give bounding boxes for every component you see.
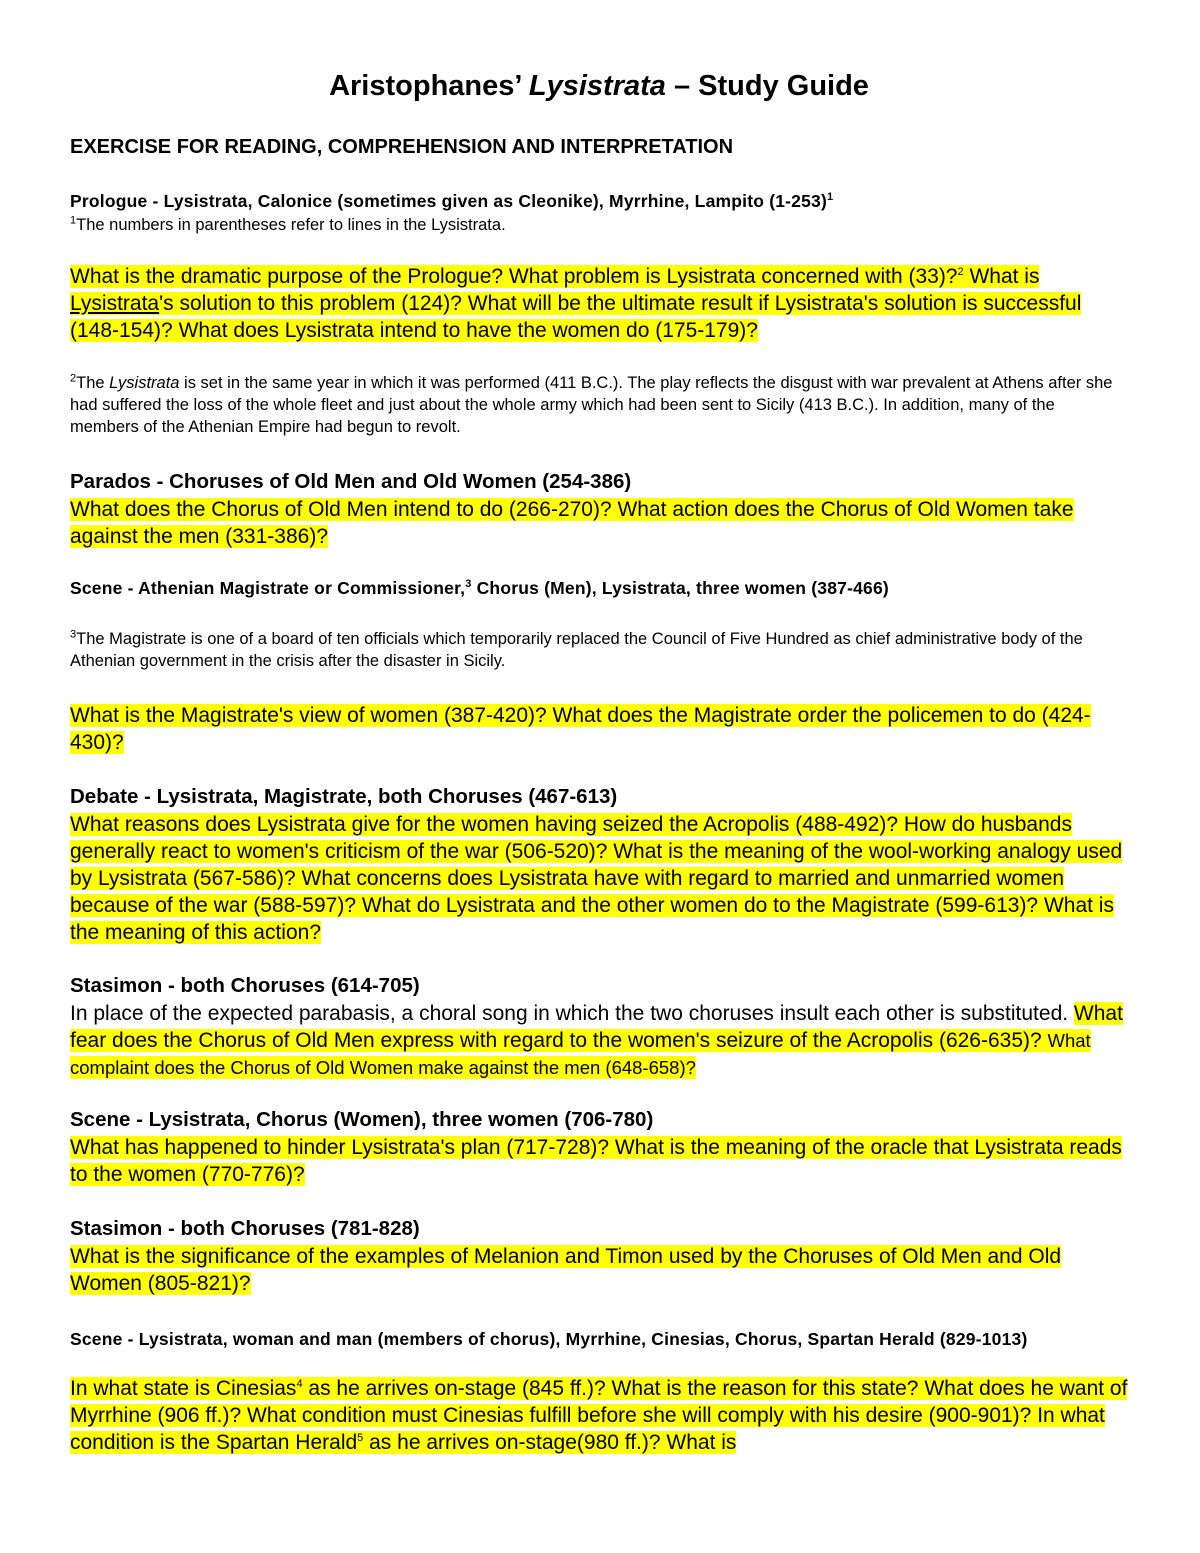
parados-heading: Parados - Choruses of Old Men and Old Women (254-386) bbox=[70, 470, 632, 493]
debate-question-text: What reasons does Lysistrata give for the women having seized the Acropolis (488-492)? How do husbands generally react to women's criticism of the war (506-520)? What is the meaning of the wool-working analogy used by Lysistrata (567-586)? What concerns does Lysistrata have with regard to married and unmarried women because of the war (588-597)? What do Lysistrata and the other women do to the Magistrate (599-613)? What is the meaning of this action? bbox=[70, 813, 1123, 944]
prologue-heading-text: Prologue - Lysistrata, Calonice (sometimes given as Cleonike), Myrrhine, Lampito (1-253) bbox=[70, 191, 828, 211]
scene2-questions bbox=[70, 1134, 1132, 1188]
debate-questions bbox=[70, 811, 1132, 946]
stasimon2-questions bbox=[70, 1243, 1132, 1297]
title-suffix: – Study Guide bbox=[665, 70, 869, 102]
footnote-2-text: is set in the same year in which it was performed (411 B.C.). The play reflects the disgust with war prevalent at Athens after she had suffered the loss of the whole fleet and just about the whole army which had been sent to Sicily (413 B.C.). In addition, many of the members of the Athenian Empire had begun to revolt. bbox=[70, 374, 1113, 436]
footnote-3-text: The Magistrate is one of a board of ten officials which temporarily replaced the Council of Five Hundred as chief administrative body of the Athenian government in the crisis after the disaster in Sicily. bbox=[70, 630, 1083, 670]
footnote-ref: 5 bbox=[357, 1432, 364, 1444]
scene3-q-part3: as he arrives on-stage(980 ff.)? What is bbox=[363, 1431, 737, 1454]
scene2-heading: Scene - Lysistrata, Chorus (Women), three women (706-780) bbox=[70, 1108, 654, 1131]
footnote-1-text: The numbers in parentheses refer to lines in the Lysistrata. bbox=[76, 216, 506, 234]
title-italic: Lysistrata bbox=[528, 70, 666, 102]
scene3-heading: Scene - Lysistrata, woman and man (members of chorus), Myrrhine, Cinesias, Chorus, Spartan Herald (829-1013) bbox=[70, 1329, 1028, 1349]
scene2-question-text: What has happened to hinder Lysistrata's plan (717-728)? What is the meaning of the oracle that Lysistrata reads to the women (770-776)? bbox=[70, 1136, 1122, 1186]
lysistrata-link[interactable]: Lysistrata bbox=[70, 292, 160, 315]
stasimon1-intro: In place of the expected parabasis, a choral song in which the two choruses insult each other is substituted. bbox=[70, 1002, 1074, 1025]
footnote-2 bbox=[70, 372, 1120, 438]
footnote-ref: 3 bbox=[465, 578, 472, 591]
parados-questions bbox=[70, 496, 1132, 550]
scene1-question-text: What is the Magistrate's view of women (387-420)? What does the Magistrate order the policemen to do (424-430)? bbox=[70, 704, 1091, 754]
footnote-mark: 2 bbox=[70, 372, 77, 385]
footnote-mark: 3 bbox=[70, 628, 77, 641]
debate-heading: Debate - Lysistrata, Magistrate, both Choruses (467-613) bbox=[70, 785, 618, 808]
footnote-2-italic: Lysistrata bbox=[109, 374, 180, 392]
scene1-questions bbox=[70, 702, 1132, 756]
stasimon1-text bbox=[70, 1000, 1132, 1081]
stasimon1-question-small: What complaint does the Chorus of Old Women make against the men (648-658)? bbox=[70, 1030, 1091, 1078]
parados-question-text: What does the Chorus of Old Men intend to do (266-270)? What action does the Chorus of Old Women take against the men (331-386)? bbox=[70, 498, 1074, 548]
footnote-ref: 2 bbox=[957, 266, 964, 278]
scene3-q-part2: as he arrives on-stage (845 ff.)? What is the reason for this state? What does he want of Myrrhine (906 ff.)? What condition must Cinesias fulfill before she will comply with his desire (900-901)? In what condition is the Spartan Herald bbox=[70, 1377, 1128, 1454]
stasimon2-question-text: What is the significance of the examples of Melanion and Timon used by the Choruses of Old Men and Old Women (805-821)? bbox=[70, 1245, 1062, 1295]
prologue-q-part2: What is bbox=[963, 265, 1040, 288]
prologue-heading bbox=[70, 191, 833, 212]
footnote-mark: 1 bbox=[70, 214, 77, 227]
exercise-heading: EXERCISE FOR READING, COMPREHENSION AND INTERPRETATION bbox=[70, 136, 734, 158]
scene3-q-part1: In what state is Cinesias bbox=[70, 1377, 297, 1400]
footnote-ref: 4 bbox=[296, 1378, 303, 1390]
prologue-q-part1: What is the dramatic purpose of the Prologue? What problem is Lysistrata concerned with (33)? bbox=[70, 265, 958, 288]
footnote-ref: 1 bbox=[827, 191, 834, 204]
scene1-heading-part2: Chorus (Men), Lysistrata, three women (387-466) bbox=[471, 578, 889, 598]
document-title bbox=[70, 70, 1128, 103]
prologue-q-part3: 's solution to this problem (124)? What will be the ultimate result if Lysistrata's solution is successful (148-154)? What does Lysistrata intend to have the women do (175-179)? bbox=[70, 292, 1082, 342]
footnote-2-pre: The bbox=[76, 374, 110, 392]
footnote-1 bbox=[70, 214, 1120, 236]
stasimon2-heading: Stasimon - both Choruses (781-828) bbox=[70, 1217, 420, 1240]
scene1-heading-part1: Scene - Athenian Magistrate or Commissioner, bbox=[70, 578, 466, 598]
scene1-heading bbox=[70, 578, 889, 599]
stasimon1-heading: Stasimon - both Choruses (614-705) bbox=[70, 974, 420, 997]
footnote-3 bbox=[70, 628, 1120, 672]
scene3-questions bbox=[70, 1375, 1132, 1456]
stasimon1-question: What fear does the Chorus of Old Men express with regard to the women's seizure of the Acropolis (626-635)? bbox=[70, 1002, 1123, 1052]
prologue-questions bbox=[70, 263, 1132, 344]
title-prefix: Aristophanes’ bbox=[329, 70, 529, 102]
